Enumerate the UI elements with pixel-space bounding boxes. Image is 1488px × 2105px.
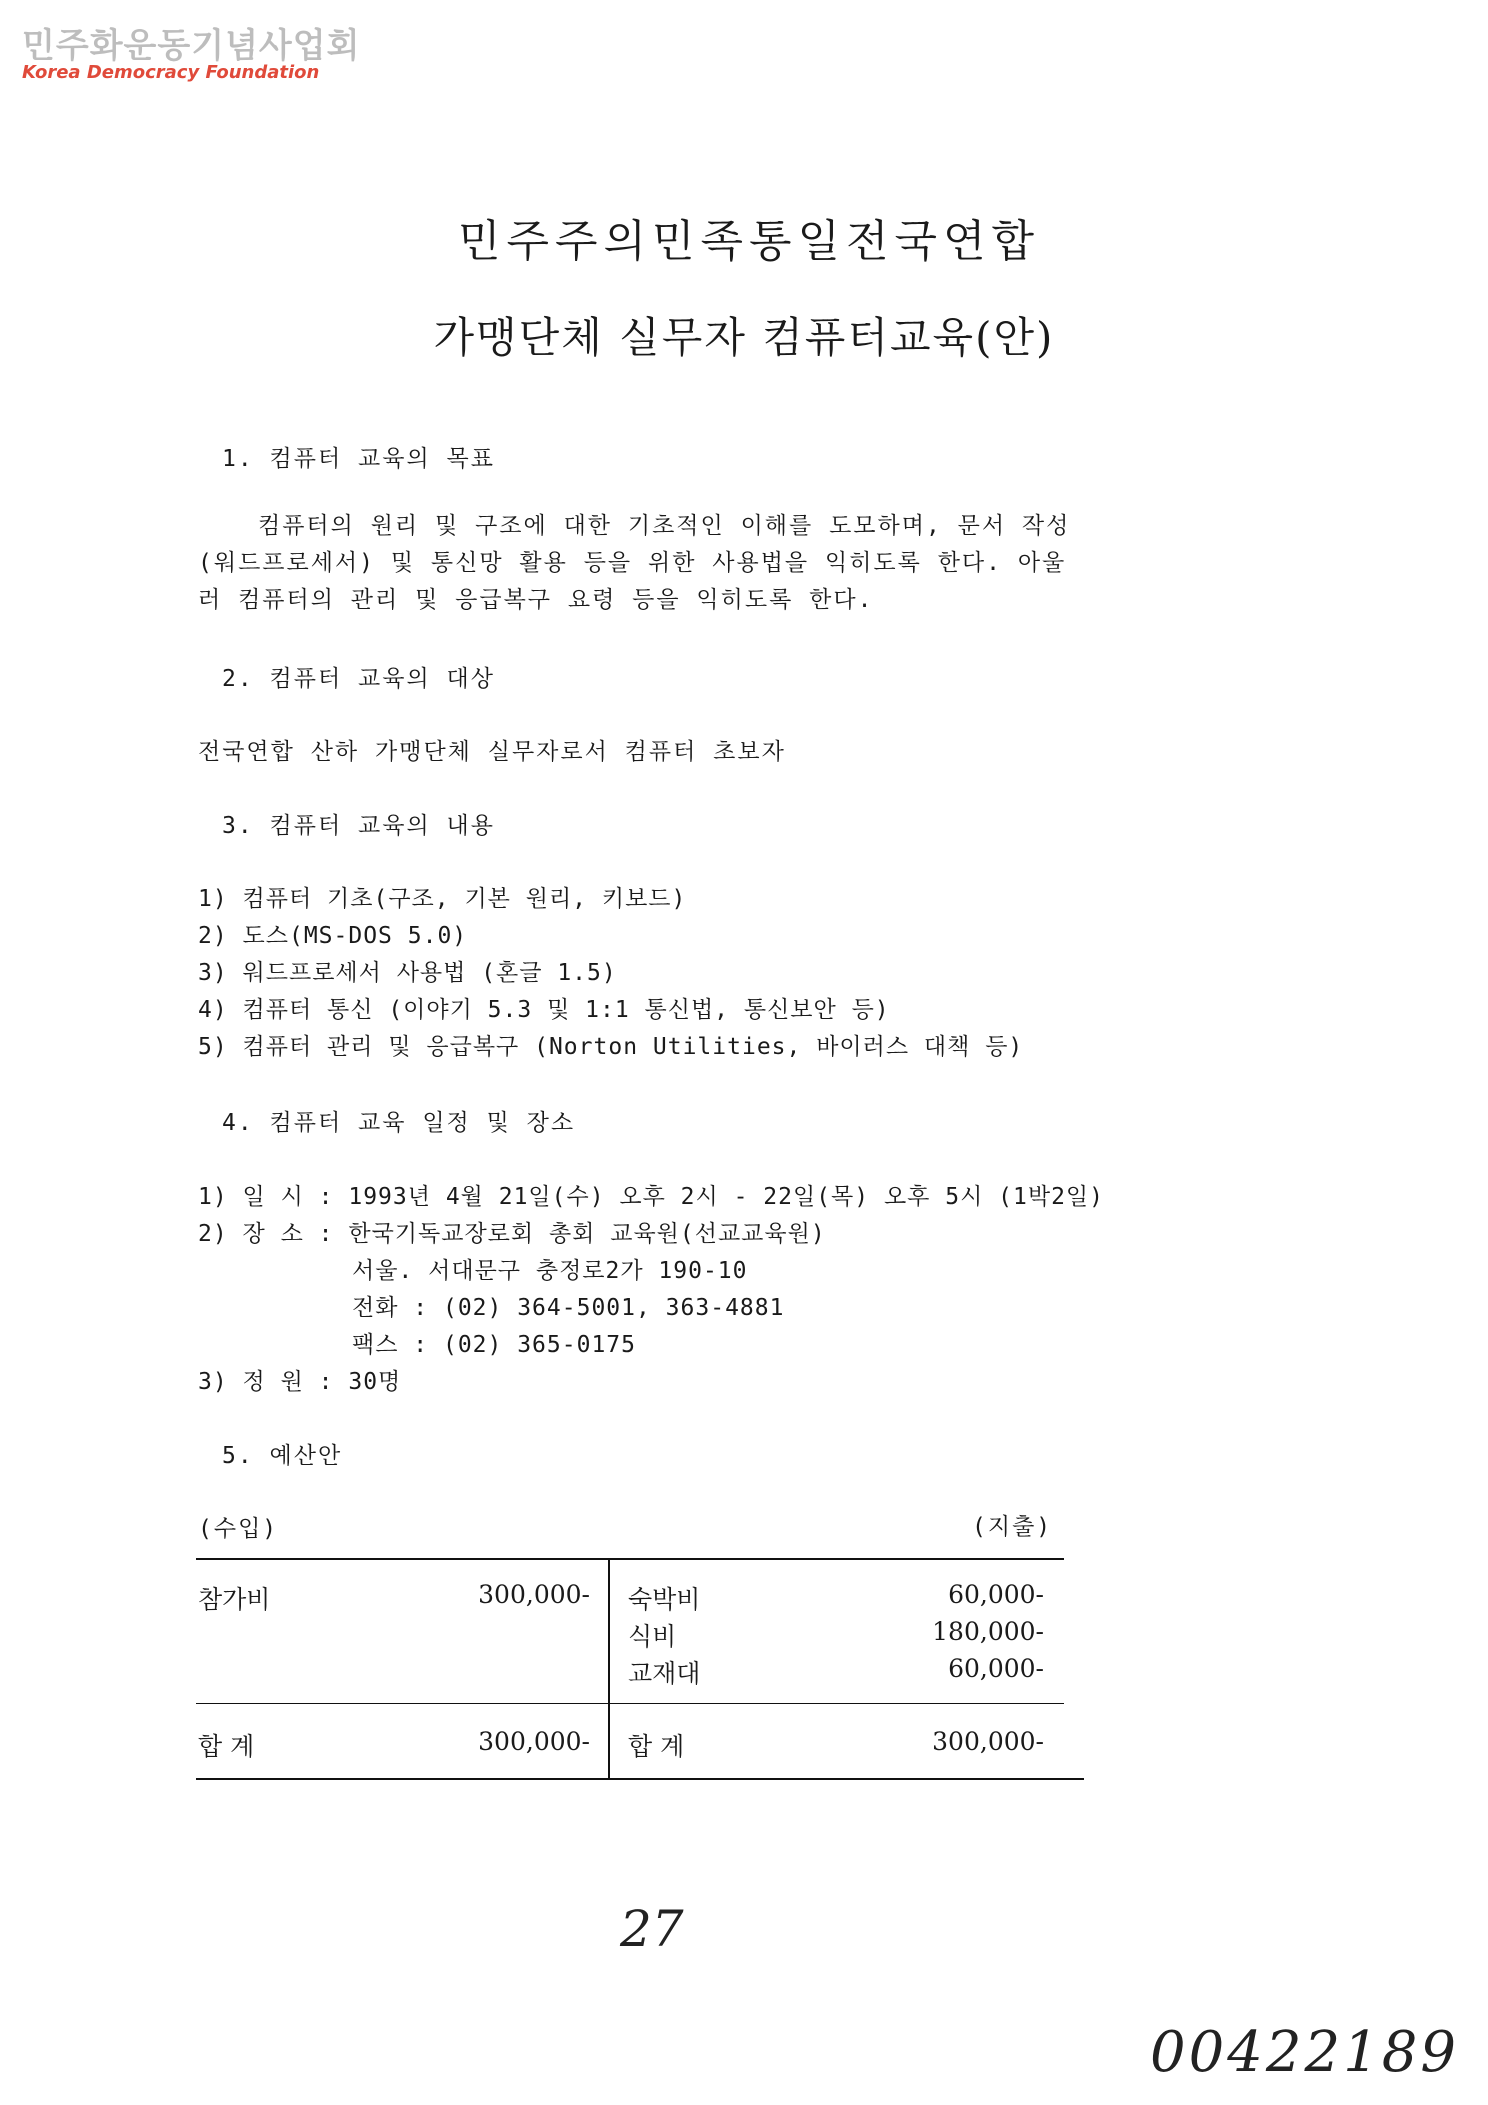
expense-item: 교재대 [628, 1659, 701, 1688]
expense-item: 식비 [628, 1622, 677, 1651]
schedule-capacity: 3) 정 원 : 30명 [198, 1369, 402, 1395]
section-2-heading: 2. 컴퓨터 교육의 대상 [222, 666, 495, 692]
table-bottom-rule [196, 1778, 1084, 1780]
table-center-divider [608, 1558, 610, 1780]
handwritten-page-mark: 27 [620, 1900, 684, 1958]
income-label: (수입) [198, 1516, 279, 1542]
list-item: 5) 컴퓨터 관리 및 응급복구 (Norton Utilities, 바이러스 대책 등) [198, 1034, 1024, 1060]
expense-amount: 60,000- [948, 1654, 1044, 1683]
section-1-body: 컴퓨터의 원리 및 구조에 대한 기초적인 이해를 도모하며, 문서 작성 (워드프로세서) 및 통신망 활용 등을 위한 사용법을 익히도록 한다. 아울러 컴퓨터의 관리 및 응급복구 요령 등을 익히도록 한다. [198, 513, 1071, 613]
section-1-heading: 1. 컴퓨터 교육의 목표 [222, 446, 495, 472]
schedule-fax: 팩스 : (02) 365-0175 [352, 1332, 636, 1358]
list-item: 2) 도스(MS-DOS 5.0) [198, 923, 468, 949]
expense-total-label: 합 계 [628, 1732, 685, 1761]
income-total-amount: 300,000- [478, 1727, 590, 1756]
schedule-date: 1) 일 시 : 1993년 4월 21일(수) 오후 2시 - 22일(목) 오후 5시 (1박2일) [198, 1184, 1104, 1210]
list-item: 3) 워드프로세서 사용법 (혼글 1.5) [198, 960, 617, 986]
expense-item: 숙박비 [628, 1585, 701, 1614]
income-amount: 300,000- [478, 1580, 590, 1609]
expense-total-amount: 300,000- [932, 1727, 1044, 1756]
income-item: 참가비 [198, 1585, 271, 1614]
watermark-english: Korea Democracy Foundation [22, 62, 320, 83]
section-3-heading: 3. 컴퓨터 교육의 내용 [222, 813, 495, 839]
schedule-place: 2) 장 소 : 한국기독교장로회 총회 교육원(선교교육원) [198, 1221, 826, 1247]
organization-name: 민주주의민족통일전국연합 [457, 216, 1041, 267]
section-4-heading: 4. 컴퓨터 교육 일정 및 장소 [222, 1110, 576, 1136]
income-total-label: 합 계 [198, 1732, 255, 1761]
watermark-korean: 민주화운동기념사업회 [22, 26, 361, 66]
list-item: 1) 컴퓨터 기초(구조, 기본 원리, 키보드) [198, 886, 687, 912]
expense-amount: 60,000- [948, 1580, 1044, 1609]
table-total-rule [196, 1703, 1064, 1704]
document-title: 가맹단체 실무자 컴퓨터교육(안) [433, 313, 1055, 362]
section-2-body: 전국연합 산하 가맹단체 실무자로서 컴퓨터 초보자 [198, 739, 786, 765]
section-5-heading: 5. 예산안 [222, 1443, 343, 1469]
handwritten-archive-number: 00422189 [1150, 2020, 1460, 2085]
table-top-rule [196, 1558, 1064, 1560]
schedule-phone: 전화 : (02) 364-5001, 363-4881 [352, 1295, 785, 1321]
list-item: 4) 컴퓨터 통신 (이야기 5.3 및 1:1 통신법, 통신보안 등) [198, 997, 890, 1023]
expense-label: (지출) [972, 1514, 1053, 1540]
schedule-address: 서울. 서대문구 충정로2가 190-10 [352, 1258, 748, 1284]
expense-amount: 180,000- [932, 1617, 1044, 1646]
